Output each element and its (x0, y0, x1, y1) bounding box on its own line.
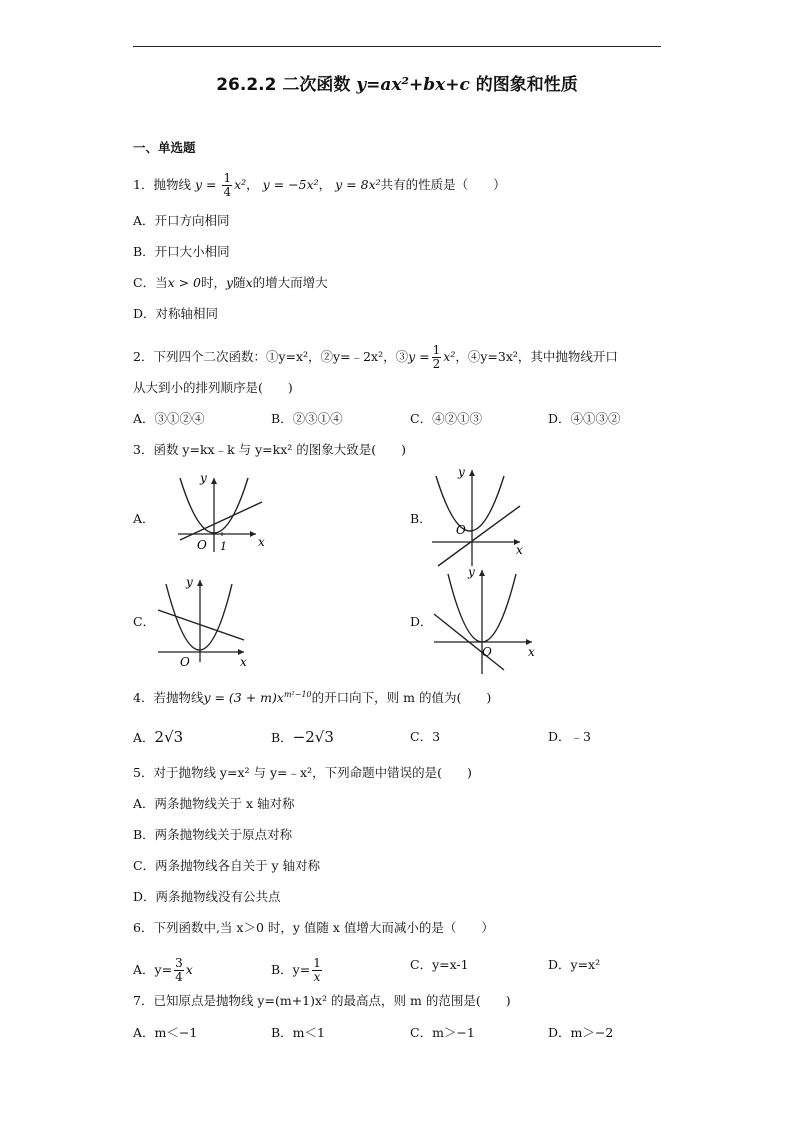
q1-option-a[interactable]: A．开口方向相同 (133, 213, 230, 228)
y-axis-label: y (186, 575, 193, 589)
page-title: 26.2.2 二次函数 y=ax²+bx+c 的图象和性质 (216, 75, 578, 95)
question-2-stem-line2: 从大到小的排列顺序是( ) (133, 380, 293, 395)
q3-graph-a (170, 470, 270, 555)
q7-option-d[interactable]: D．m＞−2 (548, 1025, 614, 1040)
fraction: $\frac{1}{x}$ (313, 956, 321, 984)
question-3-stem: 3．函数 y=kx﹣k 与 y=kx² 的图象大致是( ) (133, 442, 407, 457)
q3-option-d-label[interactable]: D． (410, 614, 433, 629)
q3-option-a-label[interactable]: A． (133, 511, 155, 526)
y-axis-label: y (468, 565, 475, 579)
origin-label: O (180, 655, 190, 669)
line (438, 506, 520, 566)
origin-label: O (482, 645, 492, 659)
q2-option-c[interactable]: C．④②①③ (410, 411, 483, 426)
q5-option-a[interactable]: A．两条抛物线关于 x 轴对称 (133, 796, 295, 811)
q7-option-a[interactable]: A．m＜−1 (133, 1025, 198, 1040)
y-axis-label: y (200, 471, 207, 485)
question-7-stem: 7．已知原点是抛物线 y=(m+1)x² 的最高点，则 m 的范围是( ) (133, 993, 511, 1008)
q6-option-c[interactable]: C．y=x-1 (410, 957, 469, 972)
x-axis-arrow (250, 531, 256, 537)
fraction: $\frac{3}{4}$ (175, 956, 183, 984)
question-4-stem: 4．若抛物线$y = (3 + m)x^{m^2-10}$的开口向下，则 m 的值为( ) (133, 690, 492, 706)
q6-option-b[interactable]: B．y= $\frac{1}{x}$ (271, 956, 321, 984)
y-axis-arrow (469, 470, 475, 476)
q1-option-b[interactable]: B．开口大小相同 (133, 244, 230, 259)
question-5-stem: 5．对于抛物线 y=x² 与 y=﹣x²，下列命题中错误的是( ) (133, 765, 472, 780)
q6-option-a[interactable]: A．y= $\frac{3}{4}$ x (133, 956, 193, 984)
q4-option-c[interactable]: C．3 (410, 729, 441, 744)
parabola (436, 476, 504, 531)
tick-label: 1 (220, 540, 227, 553)
origin-label: O (197, 538, 207, 552)
x-axis-label: x (258, 535, 265, 549)
x-axis-label: x (240, 655, 247, 669)
q5-option-c[interactable]: C．两条抛物线各自关于 y 轴对称 (133, 858, 321, 873)
q3-graph-c (152, 570, 252, 670)
section-heading: 一、单选题 (133, 140, 196, 155)
origin-label: O (456, 523, 466, 537)
q5-option-b[interactable]: B．两条抛物线关于原点对称 (133, 827, 293, 842)
q7-option-c[interactable]: C．m＞−1 (410, 1025, 475, 1040)
q7-option-b[interactable]: B．m＜1 (271, 1025, 325, 1040)
q6-option-d[interactable]: D．y=x² (548, 957, 601, 972)
question-1-stem: 1．抛物线 y = $\frac{1}{4}$ x²， y = −5x²， y = 8x²共有的性质是（ ） (133, 171, 506, 199)
x-axis-label: x (528, 645, 535, 659)
y-axis-arrow (211, 478, 217, 484)
q4-option-b[interactable]: B．−2√3 (271, 728, 334, 746)
q3-graph-b (430, 462, 530, 572)
q4-option-d[interactable]: D．﹣3 (548, 729, 591, 744)
question-6-stem: 6．下列函数中,当 x＞0 时，y 值随 x 值增大而减小的是（ ） (133, 920, 494, 935)
q3-graph-d (430, 562, 540, 677)
q3-option-b-label[interactable]: B． (410, 511, 432, 526)
q1-option-c[interactable]: C．当x > 0时，y随x的增大而增大 (133, 275, 328, 290)
q2-option-d[interactable]: D．④①③② (548, 411, 621, 426)
y-axis-label: y (458, 465, 465, 479)
q2-option-b[interactable]: B．②③①④ (271, 411, 343, 426)
y-axis-arrow (197, 580, 203, 586)
q3-option-c-label[interactable]: C． (133, 614, 156, 629)
fraction: $\frac{1}{2}$ (432, 343, 441, 371)
line (158, 610, 244, 640)
question-2-stem: 2．下列四个二次函数：①y=x²，②y=﹣2x²，③y = $\frac{1}{2}$ x²，④y=3x²，其中抛物线开口 (133, 343, 618, 371)
y-axis-arrow (479, 570, 485, 576)
q2-option-a[interactable]: A．③①②④ (133, 411, 205, 426)
x-axis-label: x (516, 543, 523, 557)
fraction: $\frac{1}{4}$ (223, 171, 232, 199)
q5-option-d[interactable]: D．两条抛物线没有公共点 (133, 889, 281, 904)
q4-option-a[interactable]: A．2√3 (133, 728, 184, 746)
parabola (166, 584, 232, 650)
header-rule (133, 46, 661, 47)
q1-option-d[interactable]: D．对称轴相同 (133, 306, 219, 321)
